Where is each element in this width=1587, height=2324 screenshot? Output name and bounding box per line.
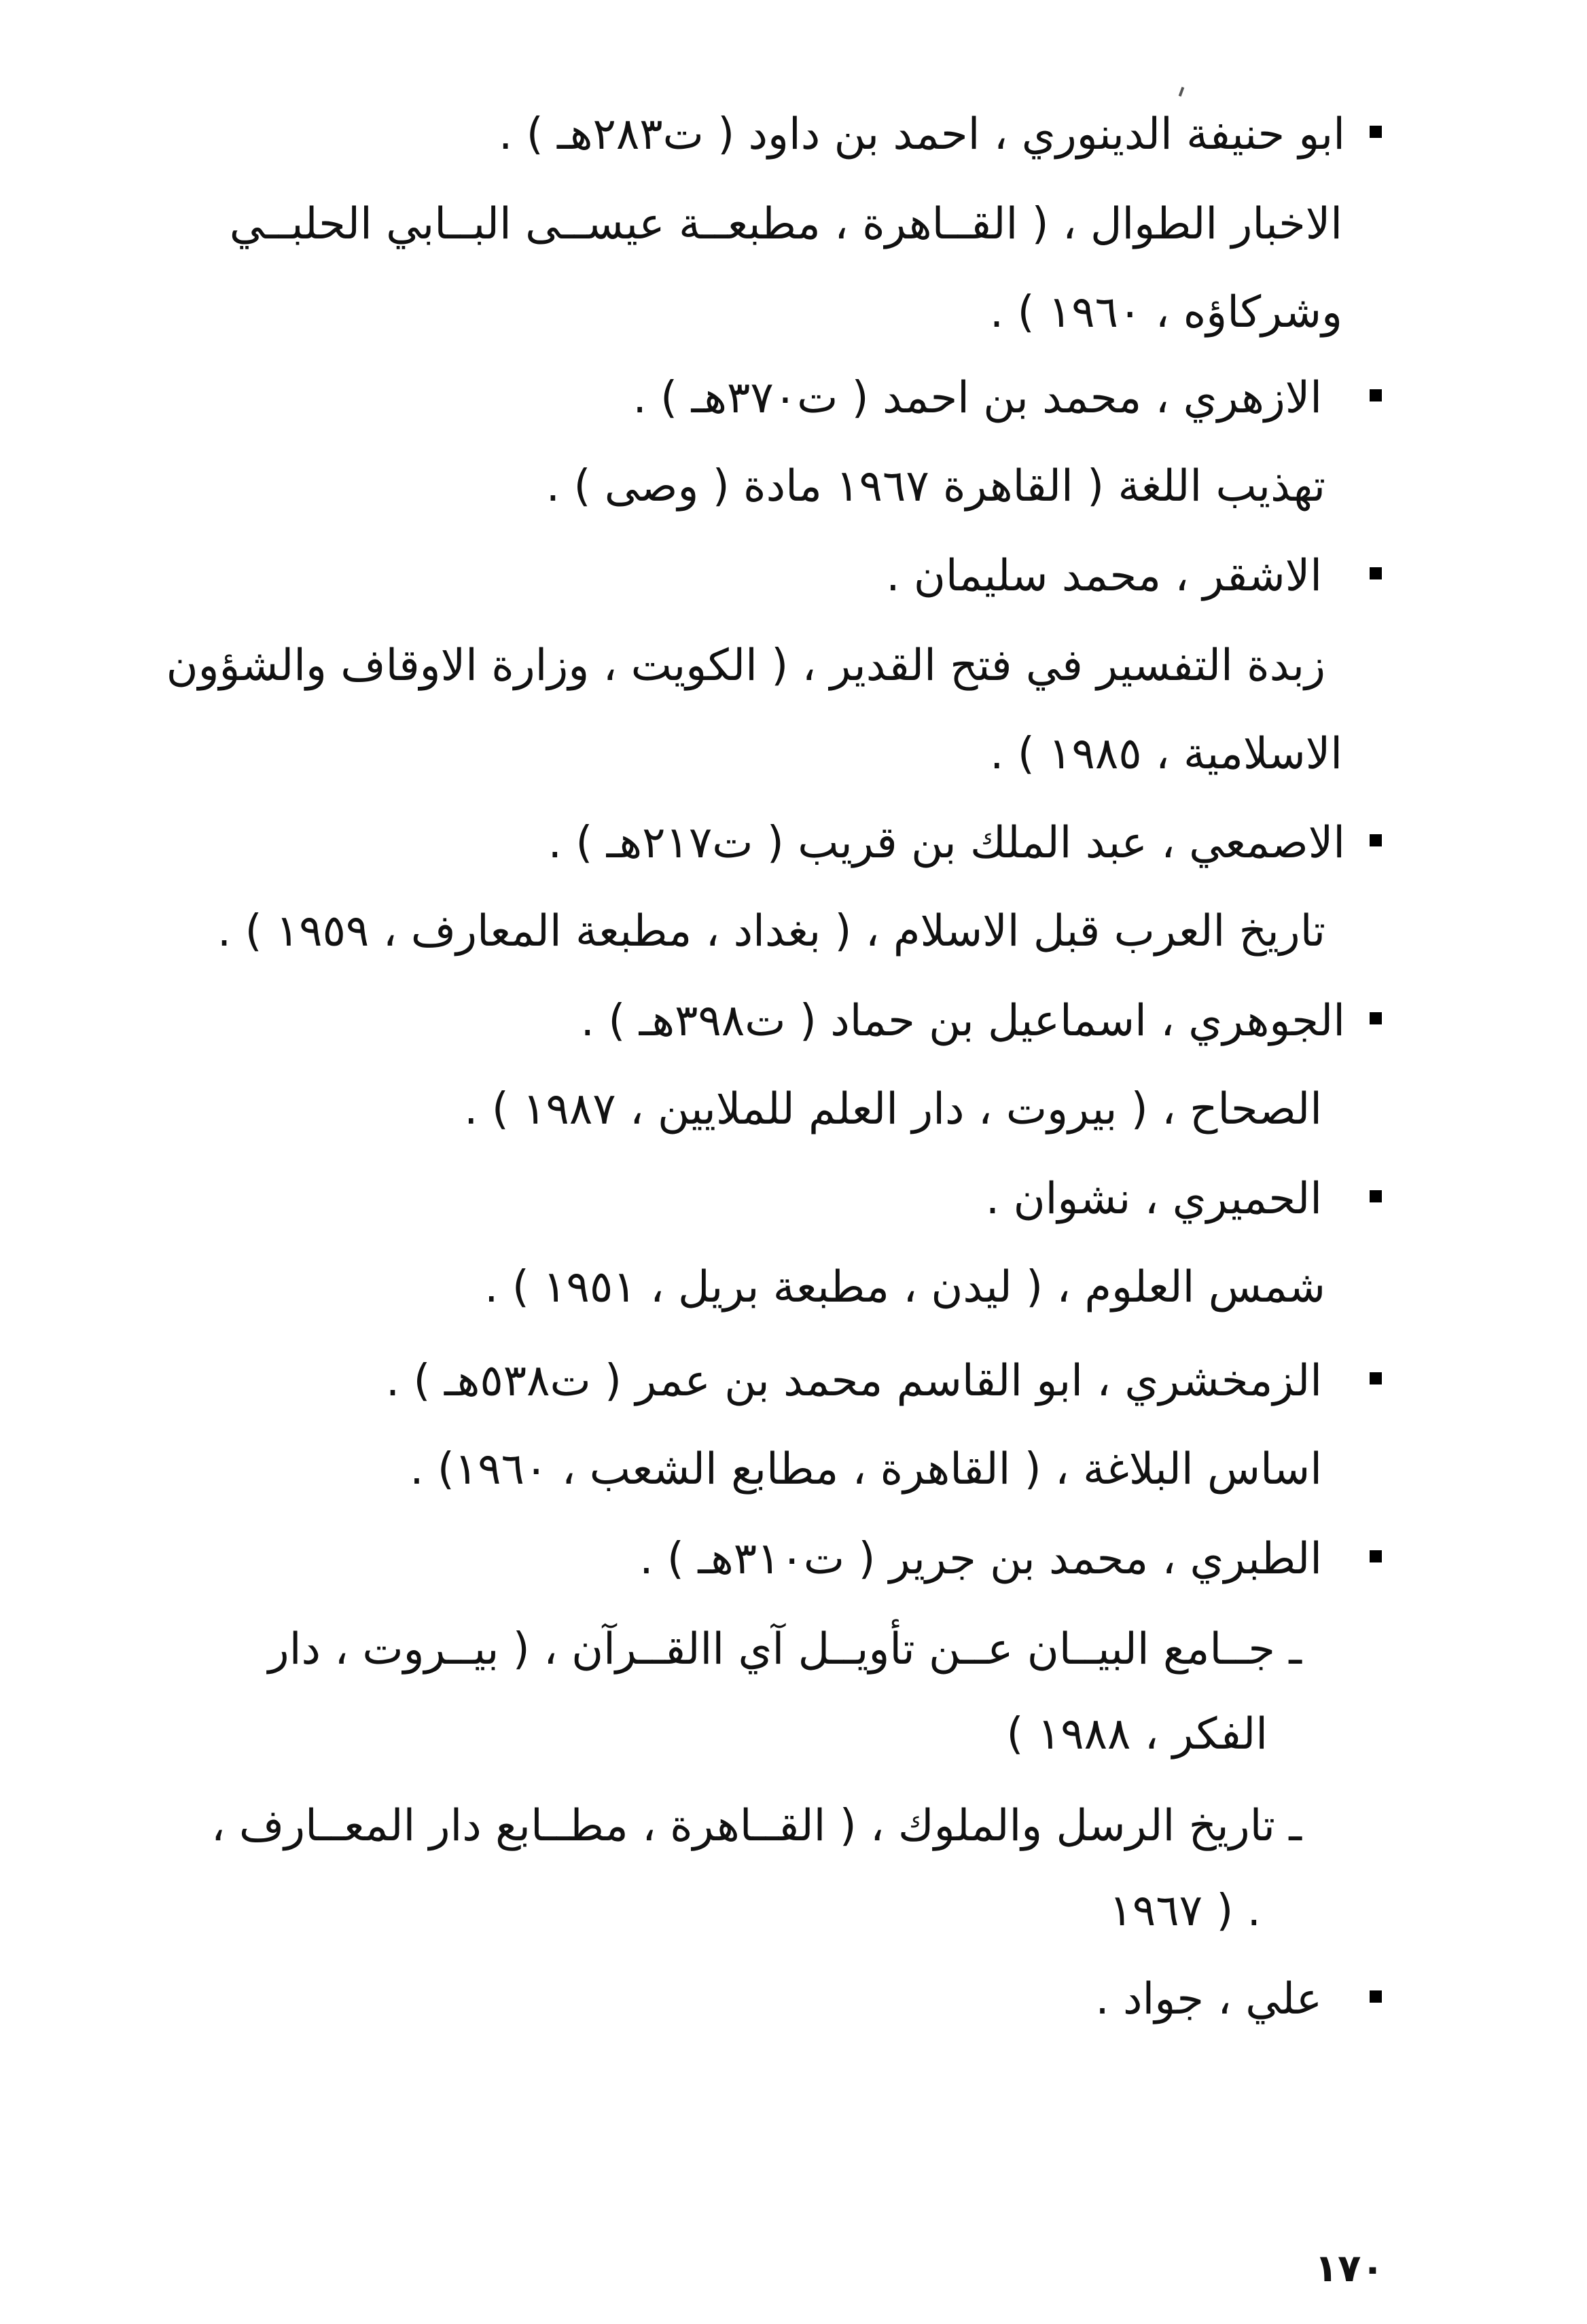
entry-line: الصحاح ، ( بيروت ، دار العلم للملايين ، ١٩٨٧ ) . <box>464 1084 1322 1134</box>
entry-line: وشركاؤه ، ١٩٦٠ ) . <box>989 287 1342 338</box>
entry-author: علي ، جواد . <box>1095 1974 1322 2024</box>
page-number: ١٧٠ <box>1315 2247 1385 2291</box>
bullet-icon <box>1370 567 1382 579</box>
entry-author: الطبري ، محمد بن جرير ( ت٣١٠هـ ) . <box>639 1534 1322 1584</box>
bullet-icon <box>1370 389 1382 401</box>
entry-line: الفكر ، ١٩٨٨ ) <box>1006 1709 1268 1759</box>
bullet-icon <box>1370 1550 1382 1562</box>
bullet-icon <box>1370 1190 1382 1202</box>
entry-author: الاشقر ، محمد سليمان . <box>886 551 1322 601</box>
bullet-icon <box>1370 834 1382 846</box>
entry-author: الزمخشري ، ابو القاسم محمد بن عمر ( ت٥٣٨هـ ) . <box>385 1356 1322 1406</box>
entry-line: زبدة التفسير في فتح القدير ، ( الكويت ، وزارة الاوقاف والشؤون <box>166 641 1325 691</box>
entry-line: شمس العلوم ، ( ليدن ، مطبعة بريل ، ١٩٥١ ) . <box>484 1262 1325 1312</box>
bullet-icon <box>1370 1990 1382 2003</box>
entry-line: . ( ١٩٦٧ <box>1109 1886 1261 1936</box>
entry-line: تهذيب اللغة ( القاهرة ١٩٦٧ مادة ( وصى ) . <box>546 461 1325 512</box>
entry-line: ـ جــامع البيــان عــن تأويــل آي االقــرآن ، ( بيــروت ، دار <box>268 1624 1302 1675</box>
entry-line: الاخبار الطوال ، ( القــاهرة ، مطبعــة عيســى البــابي الحلبــي <box>229 199 1342 249</box>
entry-author: الجوهري ، اسماعيل بن حماد ( ت٣٩٨هـ ) . <box>580 996 1345 1046</box>
entry-line: الاسلامية ، ١٩٨٥ ) . <box>990 729 1342 779</box>
entry-line: اساس البلاغة ، ( القاهرة ، مطابع الشعب ، ١٩٦٠) . <box>410 1444 1322 1495</box>
bullet-icon <box>1370 1372 1382 1384</box>
bullet-icon <box>1370 1012 1382 1024</box>
entry-author: ابو حنيفة الدينوري ، احمد بن داود ( ت٢٨٣هـ ) . <box>499 109 1345 160</box>
scan-mark <box>1179 87 1185 97</box>
bullet-icon <box>1370 126 1382 138</box>
entry-author: الاصمعي ، عبد الملك بن قريب ( ت٢١٧هـ ) . <box>548 818 1345 868</box>
entry-author: الحميري ، نشوان . <box>985 1174 1322 1224</box>
entry-line: تاريخ العرب قبل الاسلام ، ( بغداد ، مطبعة المعارف ، ١٩٥٩ ) . <box>217 906 1325 957</box>
entry-line: ـ تاريخ الرسل والملوك ، ( القــاهرة ، مطــابع دار المعــارف ، <box>211 1801 1302 1851</box>
entry-author: الازهري ، محمد بن احمد ( ت٣٧٠هـ ) . <box>632 373 1322 423</box>
